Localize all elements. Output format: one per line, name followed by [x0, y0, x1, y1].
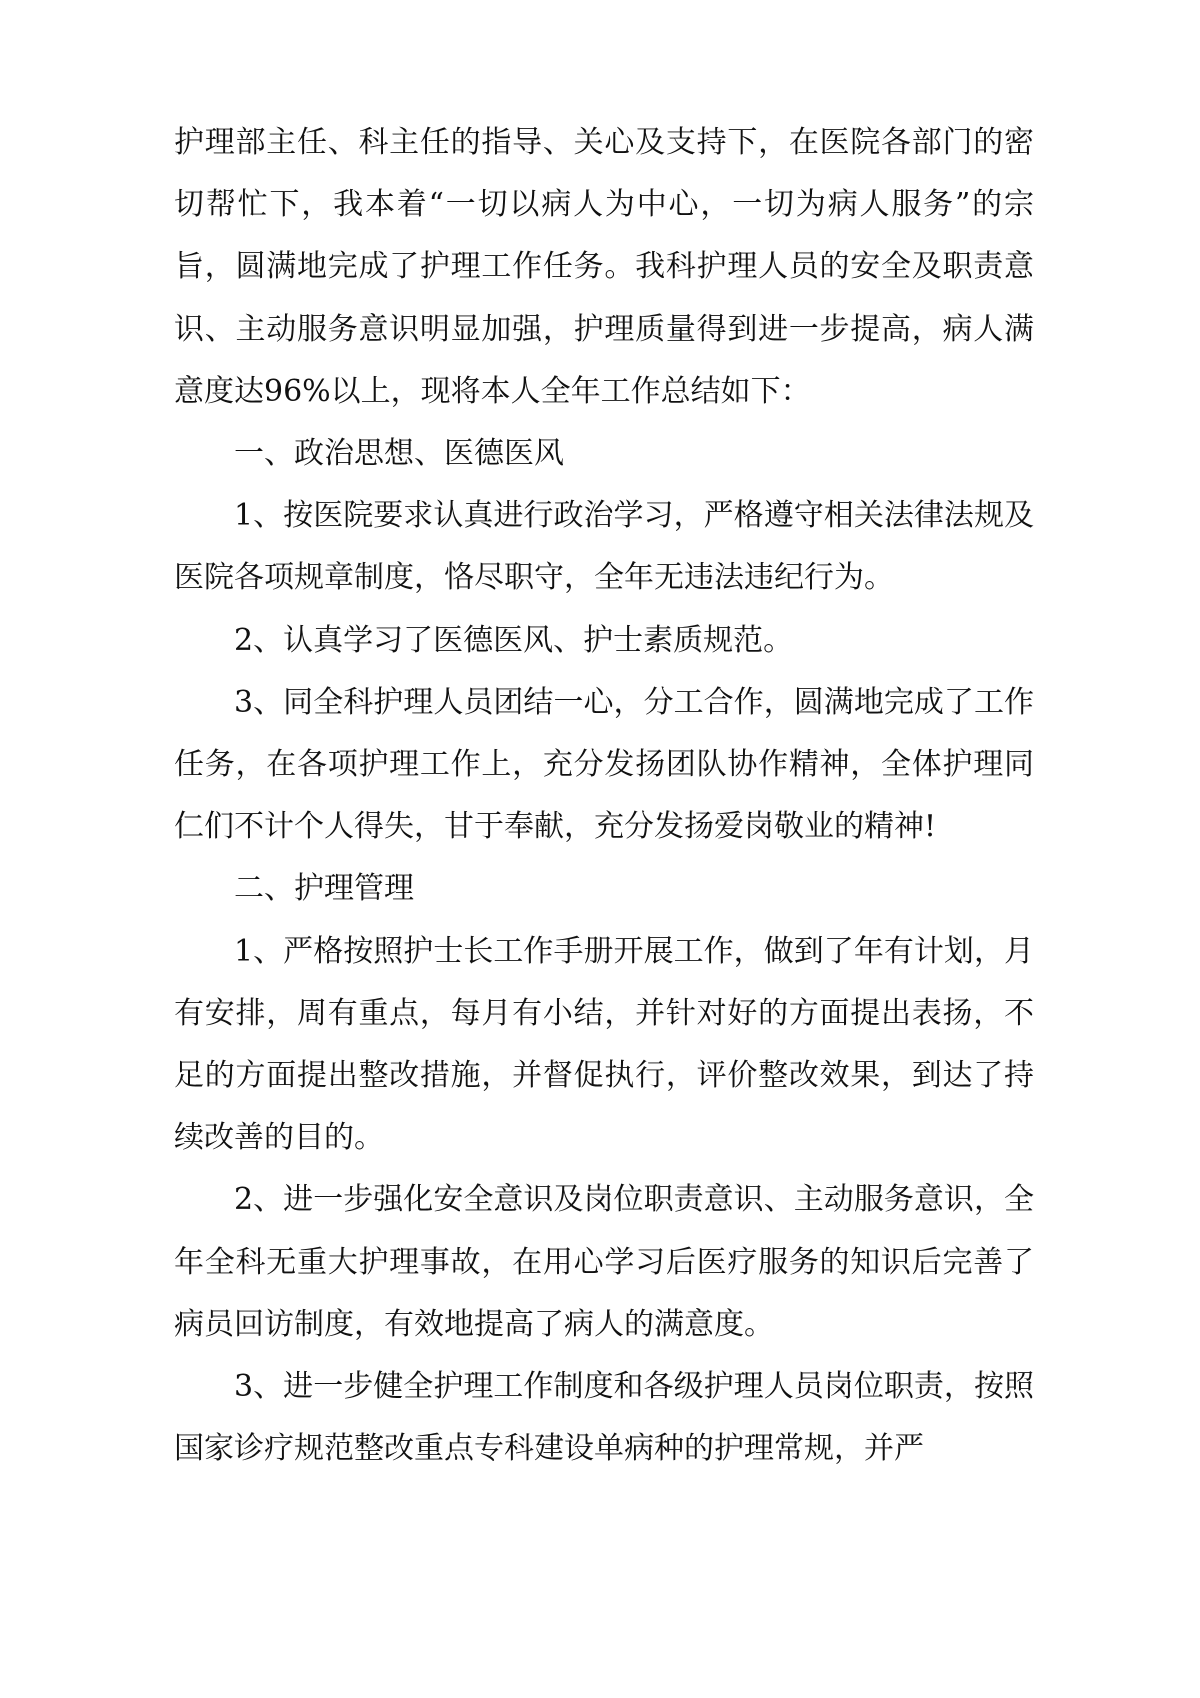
paragraph-management-3: 3、进一步健全护理工作制度和各级护理人员岗位职责，按照国家诊疗规范整改重点专科建设单病种的护理常规，并严 — [174, 1369, 1034, 1467]
paragraph-management-1: 1、严格按照护士长工作手册开展工作，做到了年有计划，月有安排，周有重点，每月有小结，并针对好的方面提出表扬，不足的方面提出整改措施，并督促执行，评价整改效果，到达了持续改善的目的。 — [174, 933, 1034, 1156]
document-body — [174, 112, 1034, 1480]
intro-paragraph: 护理部主任、科主任的指导、关心及支持下，在医院各部门的密切帮忙下，我本着“一切以病人为中心，一切为病人服务”的宗旨，圆满地完成了护理工作任务。我科护理人员的安全及职责意识、主动服务意识明显加强，护理质量得到进一步提高，病人满意度达96%以上，现将本人全年工作总结如下： — [174, 125, 1034, 409]
section-heading-political: 一、政治思想、医德医风 — [234, 436, 564, 472]
paragraph-political-3: 3、同全科护理人员团结一心，分工合作，圆满地完成了工作任务，在各项护理工作上，充分发扬团队协作精神，全体护理同仁们不计个人得失，甘于奉献，充分发扬爱岗敬业的精神! — [174, 684, 1034, 845]
paragraph-management-2: 2、进一步强化安全意识及岗位职责意识、主动服务意识，全年全科无重大护理事故，在用心学习后医疗服务的知识后完善了病员回访制度，有效地提高了病人的满意度。 — [174, 1182, 1034, 1342]
paragraph-political-2: 2、认真学习了医德医风、护士素质规范。 — [234, 622, 794, 658]
paragraph-political-1: 1、按医院要求认真进行政治学习，严格遵守相关法律法规及医院各项规章制度，恪尽职守，全年无违法违纪行为。 — [174, 498, 1034, 596]
section-heading-nursing-management: 二、护理管理 — [234, 871, 414, 907]
